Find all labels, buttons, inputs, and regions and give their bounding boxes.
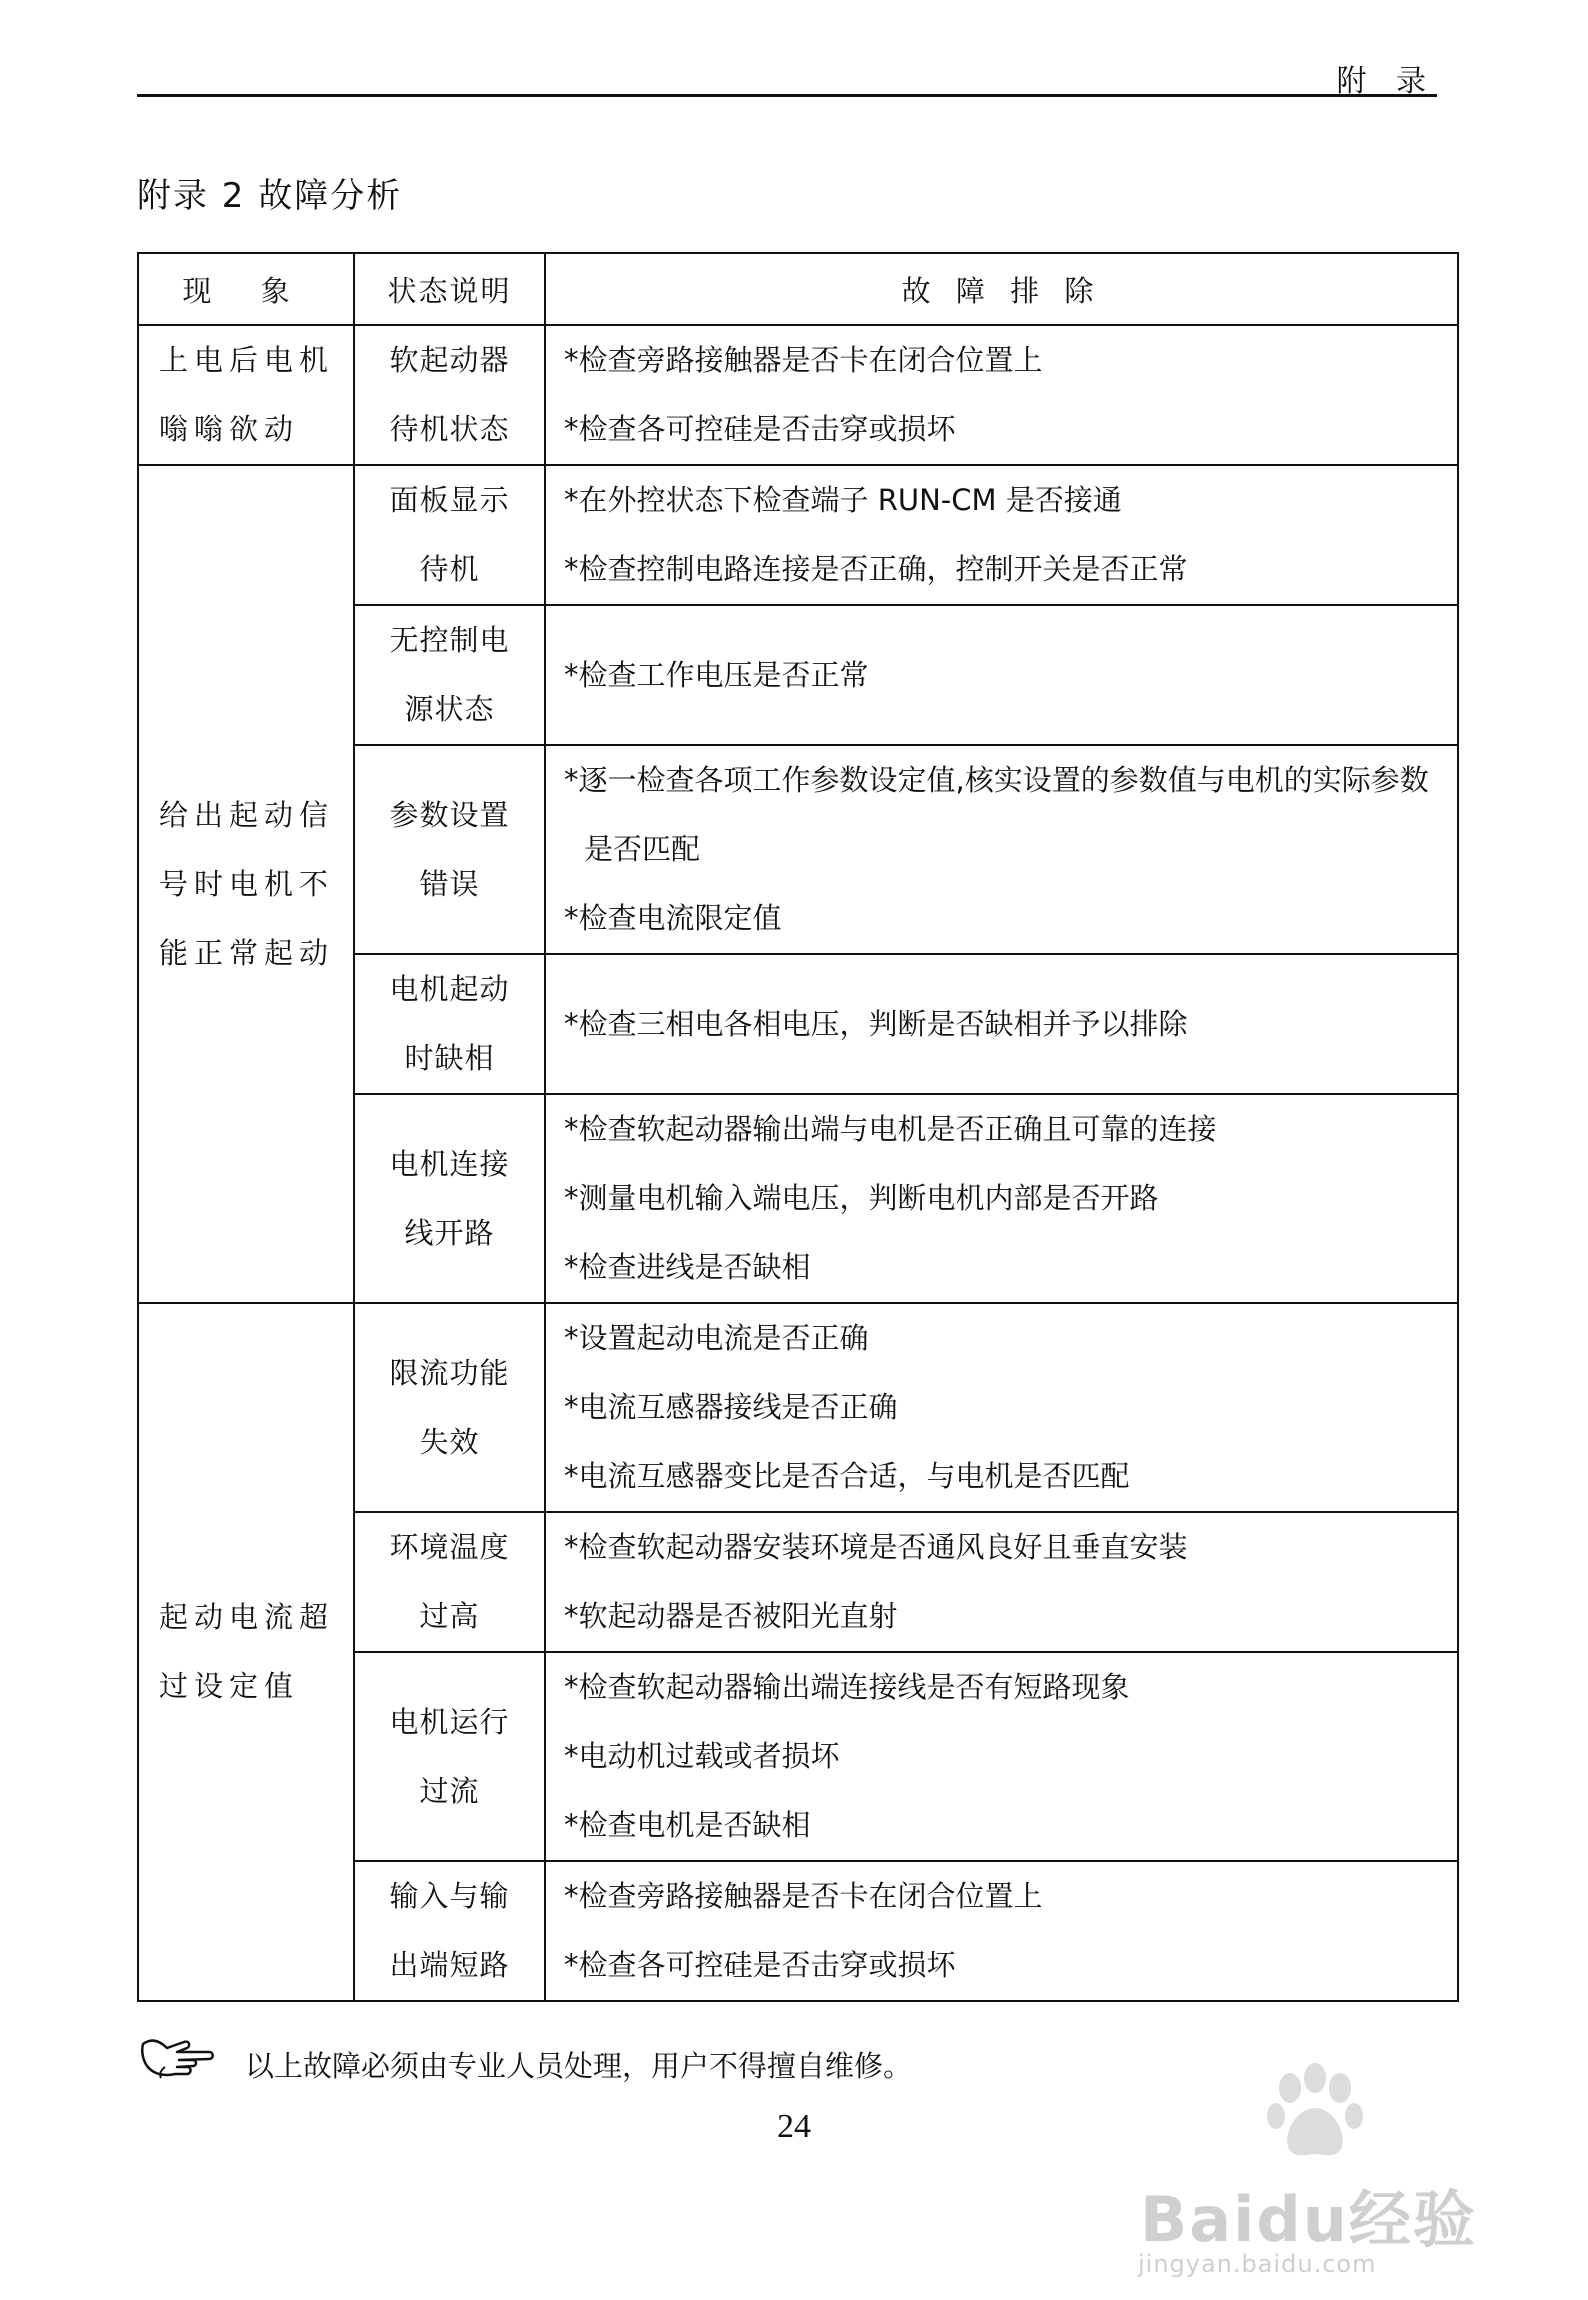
state-cell: 限流功能 失效 xyxy=(354,1303,545,1512)
fix-cell xyxy=(545,1861,1458,2001)
paw-icon xyxy=(1260,2060,1370,2174)
fix-item: *检查旁路接触器是否卡在闭合位置上 xyxy=(564,343,1043,377)
state-cell: 面板显示 待机 xyxy=(354,465,545,605)
fix-item: *检查各可控硅是否击穿或损坏 xyxy=(564,1948,956,1982)
fix-item: *在外控状态下检查端子 RUN-CM 是否接通 xyxy=(564,483,1122,517)
watermark-logo: Baidu经验 xyxy=(1140,2183,1477,2256)
fix-item: *测量电机输入端电压，判断电机内部是否开路 xyxy=(564,1181,1159,1215)
state-cell: 电机连接 线开路 xyxy=(354,1094,545,1303)
fix-cell xyxy=(545,605,1458,745)
table-row xyxy=(138,465,1458,605)
header-fix: 故 障 排 除 xyxy=(545,253,1458,325)
fix-item: *检查电流限定值 xyxy=(564,901,782,935)
watermark-url: jingyan.baidu.com xyxy=(1138,2250,1377,2278)
baidu-watermark xyxy=(1110,2060,1510,2290)
state-cell: 环境温度 过高 xyxy=(354,1512,545,1652)
fix-item: *逐一检查各项工作参数设定值,核实设置的参数值与电机的实际参数是否匹配 xyxy=(564,763,1429,866)
table-row xyxy=(138,1303,1458,1512)
header-label: 附 录 xyxy=(1336,64,1436,99)
fix-item: *电流互感器接线是否正确 xyxy=(564,1390,898,1424)
fix-item: *检查软起动器安装环境是否通风良好且垂直安装 xyxy=(564,1530,1188,1564)
state-cell: 无控制电 源状态 xyxy=(354,605,545,745)
fix-item: *检查工作电压是否正常 xyxy=(564,657,869,692)
table-row xyxy=(138,325,1458,465)
page-number: 24 xyxy=(777,2108,811,2145)
note-text: 以上故障必须由专业人员处理，用户不得擅自维修。 xyxy=(245,2049,913,2083)
fix-cell xyxy=(545,465,1458,605)
fix-cell xyxy=(545,1094,1458,1303)
fix-item: *检查控制电路连接是否正确，控制开关是否正常 xyxy=(564,552,1188,586)
fix-cell xyxy=(545,325,1458,465)
fix-cell xyxy=(545,1652,1458,1861)
fault-analysis-table xyxy=(137,252,1459,2002)
fix-item: *检查电机是否缺相 xyxy=(564,1808,811,1842)
fix-item: *检查进线是否缺相 xyxy=(564,1250,811,1284)
fix-item: *检查软起动器输出端连接线是否有短路现象 xyxy=(564,1670,1130,1704)
phenomenon-cell: 上电后电机 嗡嗡欲动 xyxy=(138,325,354,465)
phenomenon-cell: 给出起动信 号时电机不 能正常起动 xyxy=(138,465,354,1303)
fix-item: *电流互感器变比是否合适，与电机是否匹配 xyxy=(564,1459,1130,1493)
header-state: 状态说明 xyxy=(354,253,545,325)
fix-cell xyxy=(545,745,1458,954)
fix-item: *设置起动电流是否正确 xyxy=(564,1321,869,1355)
fix-item: *电动机过载或者损坏 xyxy=(564,1739,840,1773)
fix-item: *检查软起动器输出端与电机是否正确且可靠的连接 xyxy=(564,1112,1217,1146)
fix-cell xyxy=(545,1303,1458,1512)
table-header-row xyxy=(138,253,1458,325)
section-title: 附录 2 故障分析 xyxy=(137,176,403,216)
fix-cell xyxy=(545,954,1458,1094)
fix-item: *软起动器是否被阳光直射 xyxy=(564,1599,898,1633)
fix-item: *检查各可控硅是否击穿或损坏 xyxy=(564,412,956,446)
state-cell: 电机起动 时缺相 xyxy=(354,954,545,1094)
state-cell: 电机运行 过流 xyxy=(354,1652,545,1861)
state-cell: 参数设置 错误 xyxy=(354,745,545,954)
fix-cell xyxy=(545,1512,1458,1652)
pointing-hand-icon xyxy=(137,2030,219,2090)
header-rule xyxy=(137,94,1437,97)
phenomenon-cell: 起动电流超 过设定值 xyxy=(138,1303,354,2001)
fix-item: *检查旁路接触器是否卡在闭合位置上 xyxy=(564,1879,1043,1913)
state-cell: 输入与输 出端短路 xyxy=(354,1861,545,2001)
header-phenomenon: 现 象 xyxy=(138,253,354,325)
fix-item: *检查三相电各相电压，判断是否缺相并予以排除 xyxy=(564,1006,1188,1041)
state-cell: 软起动器 待机状态 xyxy=(354,325,545,465)
